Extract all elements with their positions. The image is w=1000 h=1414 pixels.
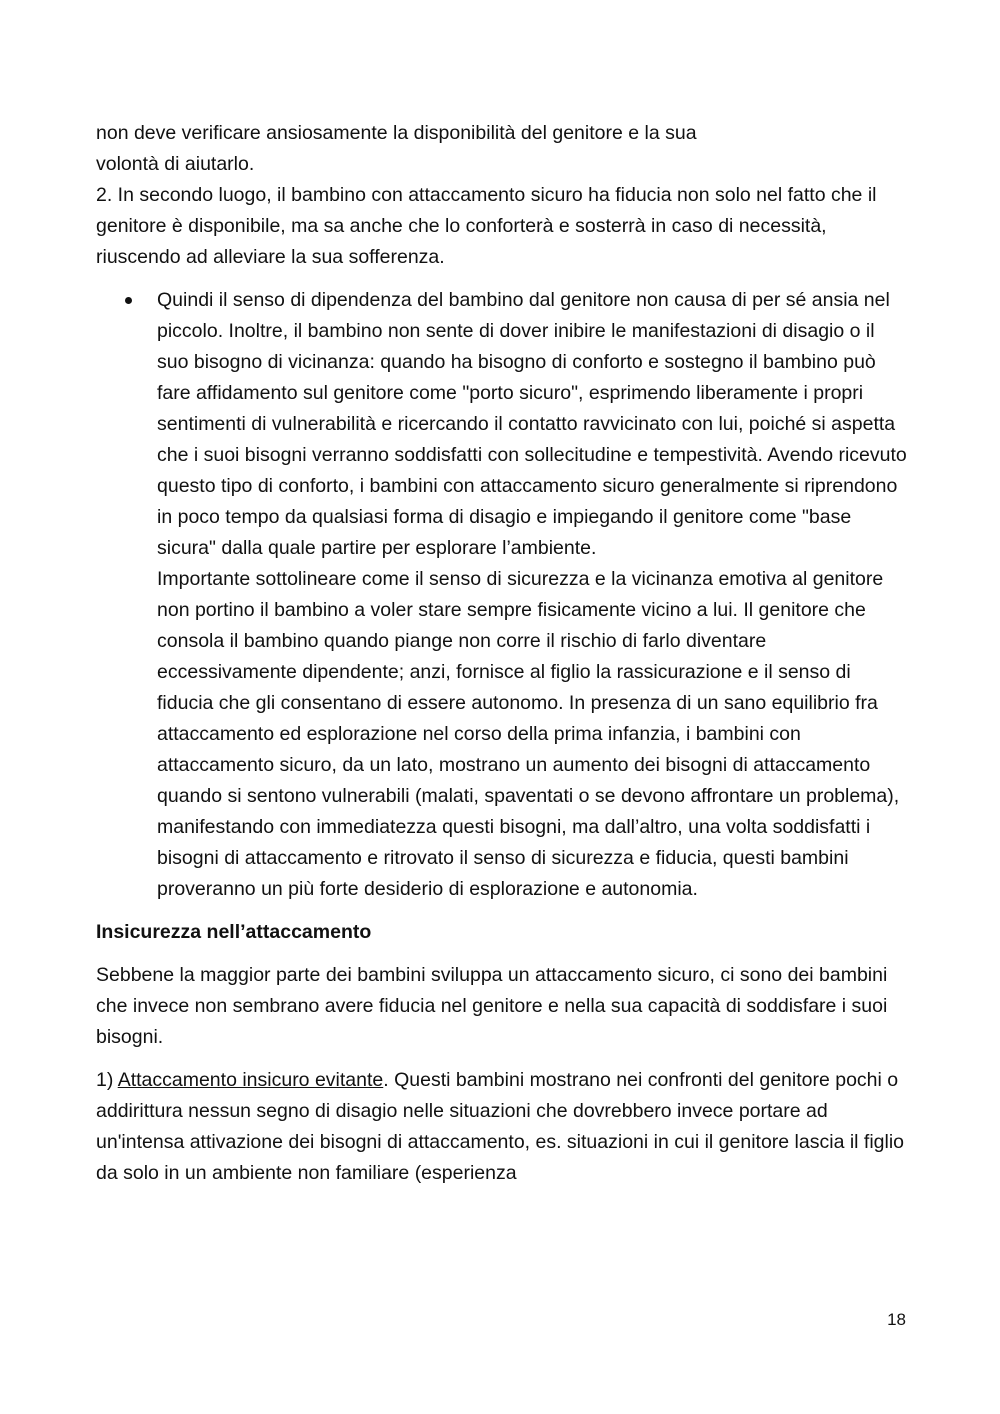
document-page xyxy=(96,118,908,1189)
section-paragraph: Sebbene la maggior parte dei bambini sviluppa un attaccamento sicuro, ci sono dei bambini che invece non sembrano avere fiducia nel genitore e nella sua capacità di soddisfare i suoi bisogni. xyxy=(96,964,888,1048)
bullet-paragraph-2: Importante sottolineare come il senso di sicurezza e la vicinanza emotiva al genitore non portino il bambino a voler stare sempre fisicamente vicino a lui. Il genitore che consola il bambino quando piange non corre il rischio di farlo diventare eccessivamente dipendente; anzi, fornisce al figlio la rassicurazione e il senso di fiducia che gli consentano di essere autonomo. In presenza di un sano equilibrio fra attaccamento ed esplorazione nel corso della prima infanzia, i bambini con attaccamento sicuro, da un lato, mostrano un aumento dei bisogni di attaccamento quando si sentono vulnerabili (malati, spaventati o se devono affrontare un problema), manifestando con immediatezza questi bisogni, ma dall’altro, una volta soddisfatti i bisogni di attaccamento e ritrovato il senso di sicurezza e fiducia, questi bambini proveranno un più forte desiderio di esplorazione e autonomia. xyxy=(157,568,900,900)
item-one-paragraph xyxy=(96,1065,908,1189)
section-heading: Insicurezza nell’attaccamento xyxy=(96,921,372,943)
page-number: 18 xyxy=(887,1310,906,1329)
bullet-icon xyxy=(125,297,132,304)
intro-line-1: non deve verificare ansiosamente la disponibilità del genitore e la sua xyxy=(96,122,697,144)
intro-line-2: volontà di aiutarlo. xyxy=(96,153,255,175)
bullet-list-item xyxy=(96,285,908,905)
point-two-paragraph: 2. In secondo luogo, il bambino con attaccamento sicuro ha fiducia non solo nel fatto che il genitore è disponibile, ma sa anche che lo conforterà e sosterrà in caso di necessità, riuscendo ad alleviare la sua sofferenza. xyxy=(96,184,877,268)
item-one-text: . Questi bambini mostrano nei confronti del genitore pochi o addirittura nessun segno di disagio nelle situazioni che dovrebbero invece portare ad un'intensa attivazione dei bisogni di attaccamento, es. situazioni in cui il genitore lascia il figlio da solo in un ambiente non familiare (esperienza xyxy=(96,1069,905,1184)
item-one-title: Attaccamento insicuro evitante xyxy=(117,1069,384,1091)
item-one-number: 1) xyxy=(96,1069,118,1091)
bullet-paragraph-1: Quindi il senso di dipendenza del bambino dal genitore non causa di per sé ansia nel piccolo. Inoltre, il bambino non sente di dover inibire le manifestazioni di disagio o il suo bisogno di vicinanza: quando ha bisogno di conforto e sostegno il bambino può fare affidamento sul genitore come "porto sicuro", esprimendo liberamente i propri sentimenti di vulnerabilità e ricercando il contatto ravvicinato con lui, poiché si aspetta che i suoi bisogni verranno soddisfatti con sollecitudine e tempestività. Avendo ricevuto questo tipo di conforto, i bambini con attaccamento sicuro generalmente si riprendono in poco tempo da qualsiasi forma di disagio e impiegando il genitore come "base sicura" dalla quale partire per esplorare l’ambiente. xyxy=(157,289,907,559)
